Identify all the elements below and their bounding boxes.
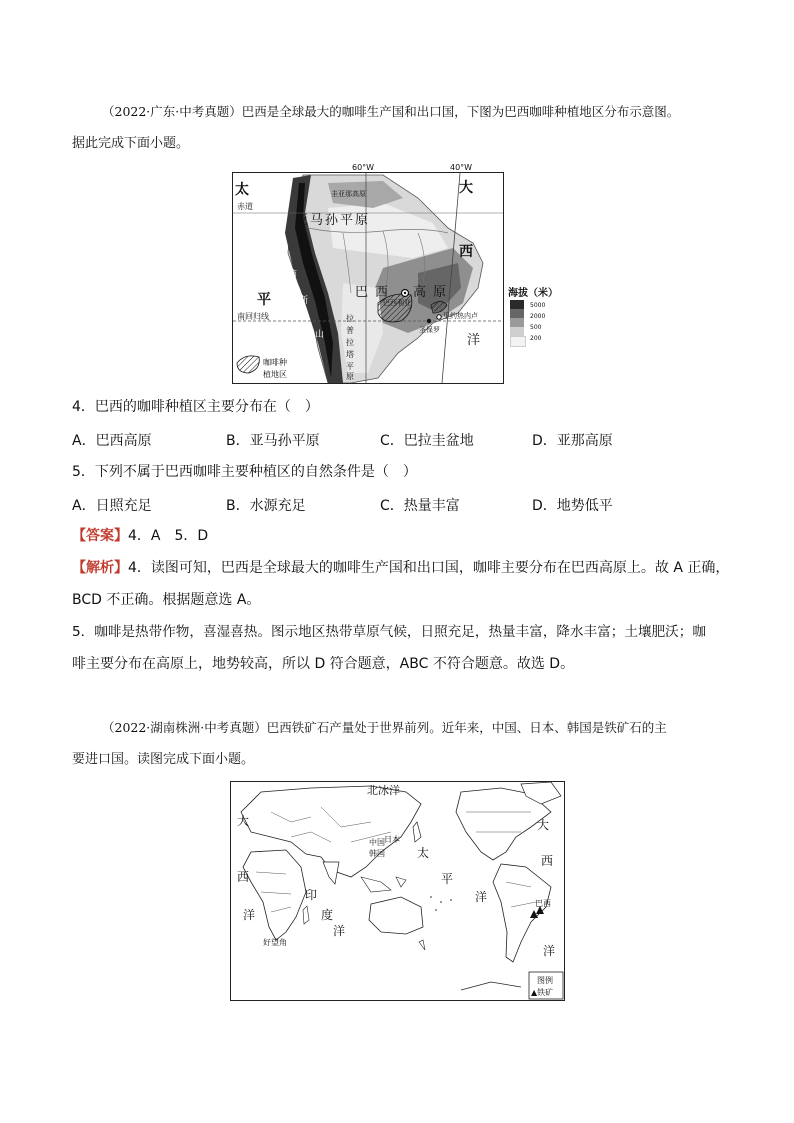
atl-left-char-3: 洋: [243, 908, 256, 922]
pacific-char-3: 洋: [475, 890, 488, 904]
legend-title: 图例: [537, 976, 553, 985]
q4-option-a[interactable]: A．巴西高原: [72, 433, 152, 449]
highland-char-4: 原: [433, 285, 447, 300]
q5-options: [72, 495, 732, 521]
legend-coffee-line1: 咖啡种: [263, 358, 287, 367]
analysis-line1: [72, 552, 732, 584]
andes-char-4: 山: [315, 330, 325, 340]
atl-right-char-1: 大: [537, 818, 550, 832]
legend-coffee-line2: 植地区: [263, 370, 287, 379]
answer-line: [72, 520, 732, 552]
label-da: 大: [459, 180, 473, 196]
elevation-legend-title: 海拔（米）: [508, 288, 558, 299]
andes-char-5: 脉: [313, 364, 323, 374]
q4-option-c[interactable]: C．巴拉圭盆地: [380, 433, 474, 449]
passage1-intro-line1: （2022·广东·中考真题）巴西是全球最大的咖啡生产国和出口国，下图为巴西咖啡种植地区分布示意图。: [102, 104, 680, 119]
laplata-char-4: 塔: [346, 350, 354, 359]
q4-option-d[interactable]: D．亚那高原: [532, 433, 613, 449]
elev-swatch-1: [510, 300, 524, 309]
highland-char-2: 西: [375, 285, 389, 300]
laplata-char-1: 拉: [346, 314, 354, 323]
passage2-intro-line2: 要进口国。读图完成下面小题。: [72, 752, 255, 767]
cape-label: 好望角: [263, 938, 287, 947]
world-map: [230, 781, 565, 1001]
japan-label: 日本: [384, 835, 400, 844]
tropic-label: 南回归线: [237, 312, 269, 321]
atl-right-char-2: 西: [541, 854, 554, 868]
elev-swatch-5: [510, 336, 526, 347]
highland-char-1: 巴: [355, 285, 369, 300]
q5-option-d[interactable]: D．地势低平: [532, 498, 613, 514]
elevation-legend: [508, 284, 568, 354]
brazil-label: 巴西: [535, 899, 551, 908]
q5-stem: 5．下列不属于巴西咖啡主要种植区的自然条件是（ ）: [72, 464, 417, 480]
saopaulo-city-icon: [427, 319, 431, 323]
korea-label: 韩国: [369, 849, 385, 858]
south-america-map-graphic: [233, 173, 503, 383]
q5-option-c[interactable]: C．热量丰富: [380, 498, 460, 514]
laplata-char-6: 原: [346, 372, 354, 381]
highland-char-3: 高: [413, 285, 427, 300]
laplata-char-5: 平: [346, 362, 354, 371]
equator-label: 赤道: [237, 202, 253, 211]
q4-option-b[interactable]: B．亚马孙平原: [226, 433, 320, 449]
andes-char-1: 安: [261, 240, 271, 250]
analysis-tag: 【解析】: [72, 560, 128, 576]
china-label: 中国: [369, 838, 385, 847]
label-xi: 西: [459, 244, 473, 260]
q4-stem: 4．巴西的咖啡种植区主要分布在（ ）: [72, 399, 319, 415]
guiana-highland-label: 圭亚那高原: [331, 190, 366, 198]
elev-level-5000: 5000: [530, 302, 546, 309]
indian-char-1: 印: [305, 888, 318, 902]
answer-text: 4．A 5．D: [128, 528, 209, 544]
pacific-char-1: 太: [417, 846, 430, 860]
passage2-intro-line1: （2022·湖南株洲·中考真题）巴西铁矿石产量处于世界前列。近年来，中国、日本、韩国是铁矿石的主: [102, 720, 667, 735]
label-ping: 平: [257, 292, 271, 308]
pacific-char-2: 平: [441, 872, 454, 886]
lon-40-label: 40°W: [450, 163, 473, 172]
analysis-line3: 5．咖啡是热带作物，喜湿喜热。图示地区热带草原气候，日照充足，热量丰富，降水丰富；土壤肥沃；咖: [72, 624, 706, 640]
q5-option-b[interactable]: B．水源充足: [226, 498, 306, 514]
elev-swatch-4: [510, 327, 524, 336]
world-map-graphic: [231, 782, 564, 1000]
label-tai: 太: [235, 182, 249, 198]
rio-city-icon: [437, 315, 441, 319]
saopaulo-label: 圣保罗: [419, 326, 440, 334]
analysis-text-1: 4．读图可知，巴西是全球最大的咖啡生产国和出口国，咖啡主要分布在巴西高原上。故 A 正确，: [128, 560, 730, 576]
atl-right-char-3: 洋: [543, 944, 556, 958]
analysis-line2: BCD 不正确。根据题意选 A。: [72, 592, 261, 608]
legend-iron: ▲铁矿: [531, 988, 554, 997]
andes-char-2: 第: [288, 270, 298, 280]
answer-tag: 【答案】: [72, 528, 128, 544]
passage1-intro-line2: 据此完成下面小题。: [72, 136, 190, 151]
arctic-ocean-label: 北冰洋: [367, 784, 400, 797]
legend-coffee-swatch: [237, 356, 259, 373]
elev-level-200: 200: [530, 335, 542, 342]
laplata-char-3: 拉: [346, 338, 354, 347]
amazon-plain-label: 亚马孙平原: [295, 213, 371, 228]
passage1-intro: [72, 96, 732, 128]
laplata-char-2: 普: [346, 326, 354, 335]
andes-char-3: 斯: [299, 296, 309, 306]
indian-char-2: 度: [321, 908, 334, 922]
indian-char-3: 洋: [333, 924, 346, 938]
brasilia-label: 巴西利亚: [383, 299, 411, 307]
elev-swatch-2: [510, 309, 524, 318]
passage2-intro: [72, 712, 732, 744]
south-america-map: [232, 172, 504, 384]
label-yang: 洋: [467, 333, 481, 348]
rio-label: 里约热内卢: [443, 312, 478, 320]
atl-left-char-2: 西: [237, 870, 250, 884]
q5-option-a[interactable]: A．日照充足: [72, 498, 152, 514]
lon-60-label: 60°W: [352, 163, 375, 172]
q4-options: [72, 430, 732, 456]
atl-left-char-1: 大: [237, 814, 250, 828]
elev-level-500: 500: [530, 324, 542, 331]
elev-level-2000: 2000: [530, 313, 546, 320]
elev-swatch-3: [510, 318, 524, 327]
analysis-line4: 啡主要分布在高原上，地势较高，所以 D 符合题意，ABC 不符合题意。故选 D。: [72, 656, 575, 672]
